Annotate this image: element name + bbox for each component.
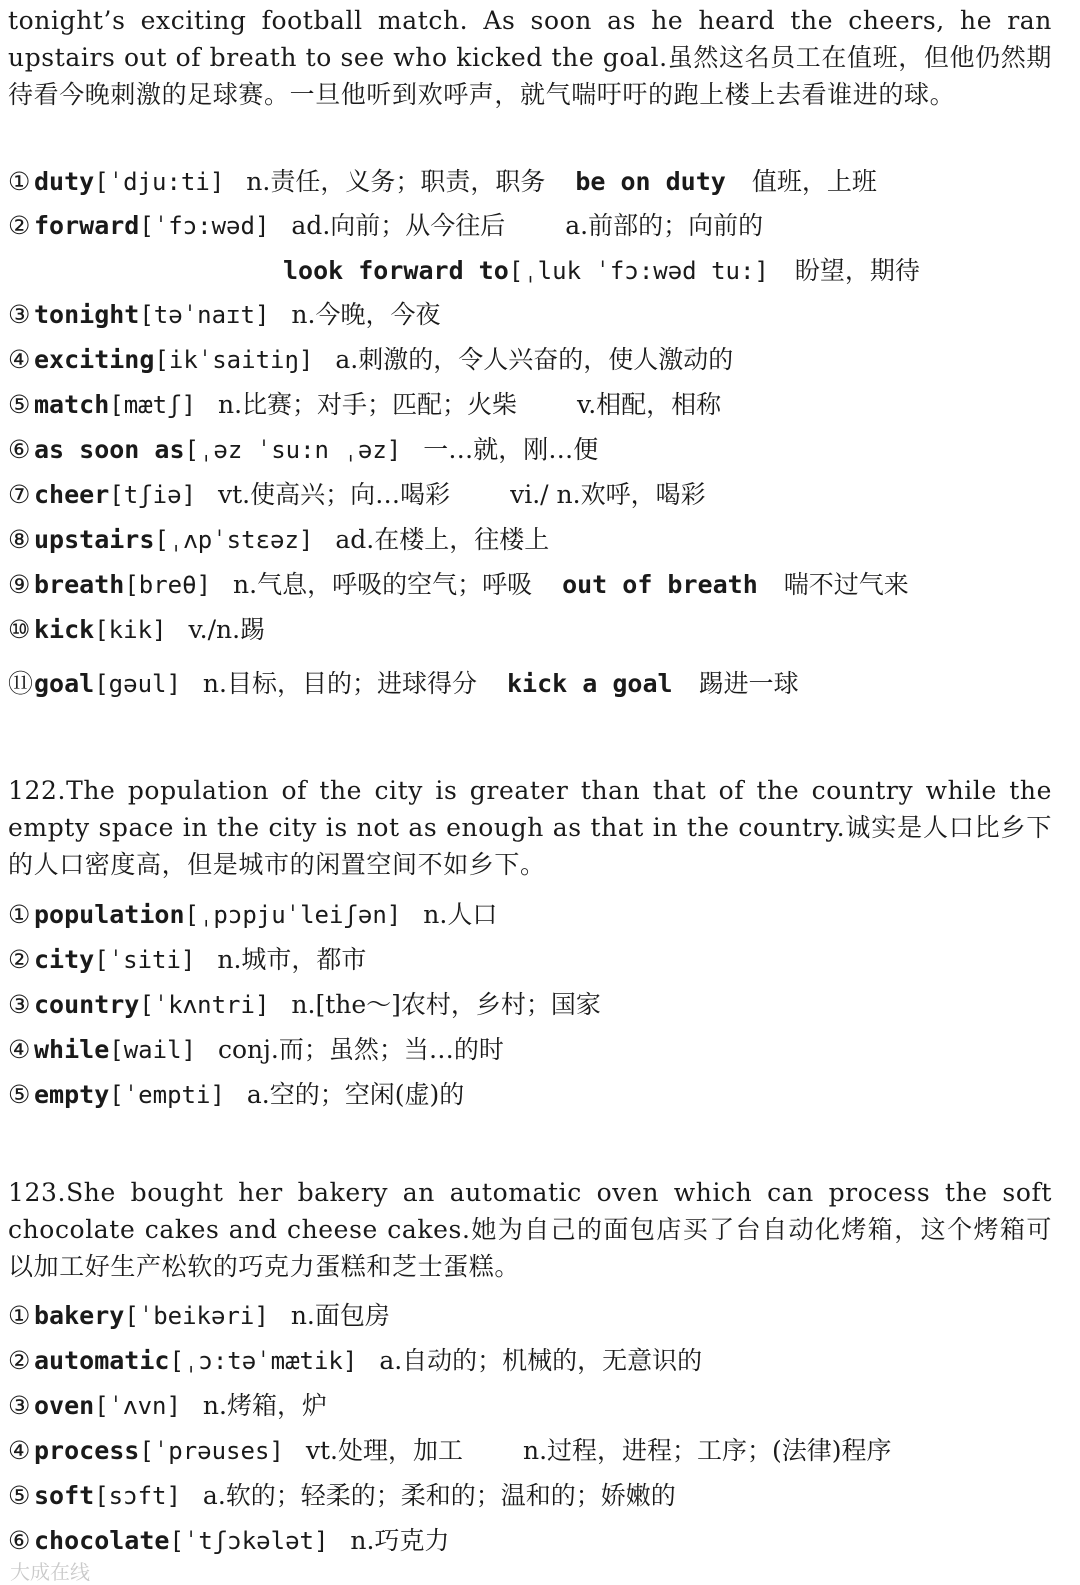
entry-definition: ad.向前；从今往后	[291, 211, 506, 240]
entry-number: ②	[8, 211, 31, 240]
entry-phrase-definition: 盼望，期待	[794, 256, 920, 285]
entry-word: country	[34, 990, 140, 1019]
entry-phonetic: [ˌpɔpjuˈleiʃən]	[184, 901, 402, 929]
vocab-phrase-look-forward-to	[283, 251, 920, 291]
vocab-entry-duty	[8, 162, 877, 202]
entry-word: breath	[34, 570, 125, 599]
entry-phonetic: [tʃiə]	[109, 481, 196, 509]
entry-phrase-definition: 喘不过气来	[783, 570, 909, 599]
entry-definition: v./n.踢	[188, 615, 266, 644]
entry-number: ⑩	[8, 615, 31, 644]
entry-phonetic: [gəul]	[94, 670, 181, 698]
entry-word: match	[34, 390, 110, 419]
entry-number: ⑤	[8, 1481, 31, 1510]
entry-number: ①	[8, 1301, 31, 1330]
entry-word: city	[34, 945, 95, 974]
entry-definition: n.烤箱，炉	[202, 1391, 327, 1420]
entry-phonetic: [ˈtʃɔkələt]	[169, 1527, 329, 1555]
entry-phonetic: [ˈbeikəri]	[124, 1302, 269, 1330]
entry-phonetic: [sɔft]	[94, 1482, 181, 1510]
entry-word: upstairs	[34, 525, 155, 554]
entry-word: forward	[34, 211, 140, 240]
entry-definition: a.自动的；机械的，无意识的	[379, 1346, 703, 1375]
example-sentence-paragraph: tonight’s exciting football match. As soon as he heard the cheers, he ran upstairs out of breath to see who kicked the goal.虽然这名员工在值班，但他仍然期待看今晚刺激的足球赛。一旦他听到欢呼声，就气喘吁吁的跑上楼上去看谁进的球。	[8, 6, 1052, 109]
entry-phrase-definition: 值班，上班	[751, 167, 877, 196]
entry-definition: n.巧克力	[350, 1526, 450, 1555]
entry-number: ⑥	[8, 1526, 31, 1555]
entry-number: ⑤	[8, 1080, 31, 1109]
entry-definition: vt.使高兴；向…喝彩	[217, 480, 451, 509]
entry-definition: vt.处理，加工	[305, 1436, 463, 1465]
entry-number: ①	[8, 900, 31, 929]
example-sentence-paragraph: 122.The population of the city is greater than that of the country while the empty space in the city is not as enough as that in the country.诚实是人口比乡下的人口密度高，但是城市的闲置空间不如乡下。	[8, 776, 1052, 879]
entry-phrase: be on duty	[575, 167, 726, 196]
entry-phonetic: [ˌʌpˈstɛəz]	[154, 526, 314, 554]
entry-definition-secondary: v.相配，相称	[577, 390, 722, 419]
entry-word: chocolate	[34, 1526, 170, 1555]
vocab-entry-bakery	[8, 1296, 390, 1336]
entry-number: ②	[8, 945, 31, 974]
entry-definition: ad.在楼上，往楼上	[335, 525, 550, 554]
entry-phonetic: [wail]	[109, 1036, 196, 1064]
vocab-entry-population	[8, 895, 497, 935]
entry-definition: n.[the～]农村，乡村；国家	[291, 990, 601, 1019]
entry-definition-secondary: n.过程，进程；工序；(法律)程序	[522, 1436, 892, 1465]
entry-number: ④	[8, 345, 31, 374]
entry-number: ⑦	[8, 480, 31, 509]
vocab-entry-chocolate	[8, 1521, 449, 1561]
vocab-entry-automatic	[8, 1341, 702, 1381]
entry-number: ⑨	[8, 570, 31, 599]
entry-phonetic: [ˌɔ:təˈmætik]	[169, 1347, 358, 1375]
entry-definition: n.城市，都市	[217, 945, 367, 974]
entry-phrase: kick a goal	[506, 669, 673, 698]
entry-definition: n.气息，呼吸的空气；呼吸	[233, 570, 533, 599]
vocab-entry-while	[8, 1030, 504, 1070]
entry-phrase-definition: 踢进一球	[698, 669, 799, 698]
entry-number: ③	[8, 300, 31, 329]
vocab-entry-breath	[8, 565, 909, 605]
entry-word: population	[34, 900, 185, 929]
entry-number: ⑤	[8, 390, 31, 419]
entry-number: ④	[8, 1035, 31, 1064]
vocab-entry-goal	[8, 664, 799, 704]
vocab-entry-process	[8, 1431, 892, 1471]
entry-definition: a.软的；轻柔的；柔和的；温和的；娇嫩的	[202, 1481, 676, 1510]
entry-number: ③	[8, 990, 31, 1019]
entry-definition-secondary: vi./ n.欢呼，喝彩	[510, 480, 706, 509]
entry-number: ③	[8, 1391, 31, 1420]
entry-phrase: out of breath	[562, 570, 758, 599]
entry-phonetic: [kik]	[94, 616, 167, 644]
entry-definition: 一…就，刚…便	[423, 435, 599, 464]
vocab-entry-forward	[8, 206, 763, 246]
entry-phonetic: [ˈempti]	[109, 1081, 225, 1109]
entry-word: cheer	[34, 480, 110, 509]
entry-phrase: look forward to	[283, 256, 509, 285]
entry-number: ⑧	[8, 525, 31, 554]
vocab-entry-kick	[8, 610, 265, 650]
entry-word: process	[34, 1436, 140, 1465]
entry-definition-secondary: a.前部的；向前的	[565, 211, 764, 240]
vocab-entry-as-soon-as	[8, 430, 598, 470]
entry-word: soft	[34, 1481, 95, 1510]
entry-phonetic: [mætʃ]	[109, 391, 196, 419]
entry-phonetic: [ˈdju:ti]	[94, 168, 225, 196]
example-sentence-paragraph: 123.She bought her bakery an automatic oven which can process the soft chocolate cakes and cheese cakes.她为自己的面包店买了台自动化烤箱，这个烤箱可以加工好生产松软的巧克力蛋糕和芝士蛋糕。	[8, 1178, 1052, 1281]
entry-number: ①	[8, 167, 31, 196]
entry-word: empty	[34, 1080, 110, 1109]
entry-definition: a.空的；空闲(虚)的	[246, 1080, 465, 1109]
entry-phonetic: [ˈfɔ:wəd]	[139, 212, 270, 240]
entry-definition: conj.而；虽然；当…的时	[217, 1035, 504, 1064]
entry-number: ⑥	[8, 435, 31, 464]
entry-phonetic: [ˌəz ˈsu:n ˌəz]	[184, 436, 402, 464]
entry-number: ⑪	[8, 669, 34, 698]
watermark: 大成在线	[10, 1560, 90, 1584]
entry-phonetic: [təˈnaɪt]	[139, 301, 270, 329]
vocab-entry-cheer	[8, 475, 706, 515]
entry-phonetic: [ˈkʌntri]	[139, 991, 270, 1019]
entry-word: oven	[34, 1391, 95, 1420]
entry-phonetic: [ˈsiti]	[94, 946, 196, 974]
entry-phonetic: [ˌluk ˈfɔ:wəd tu:]	[508, 257, 769, 285]
entry-word: automatic	[34, 1346, 170, 1375]
entry-definition: a.刺激的，令人兴奋的，使人激动的	[335, 345, 734, 374]
entry-definition: n.比赛；对手；匹配；火柴	[217, 390, 518, 419]
entry-word: as soon as	[34, 435, 185, 464]
entry-phonetic: [ikˈsaitiŋ]	[154, 346, 314, 374]
vocab-entry-oven	[8, 1386, 327, 1426]
vocab-entry-country	[8, 985, 601, 1025]
entry-number: ②	[8, 1346, 31, 1375]
entry-definition: n.人口	[423, 900, 498, 929]
entry-definition: n.责任，义务；职责，职务	[246, 167, 546, 196]
entry-word: bakery	[34, 1301, 125, 1330]
entry-definition: n.目标，目的；进球得分	[202, 669, 477, 698]
vocab-entry-empty	[8, 1075, 464, 1115]
entry-definition: n.面包房	[290, 1301, 390, 1330]
entry-word: duty	[34, 167, 95, 196]
vocab-entry-match	[8, 385, 721, 425]
entry-word: exciting	[34, 345, 155, 374]
entry-phonetic: [ˈʌvn]	[94, 1392, 181, 1420]
entry-phonetic: [ˈprəuses]	[139, 1437, 284, 1465]
entry-phonetic: [breθ]	[124, 571, 212, 599]
entry-word: while	[34, 1035, 110, 1064]
vocab-entry-city	[8, 940, 366, 980]
vocab-entry-tonight	[8, 295, 440, 335]
vocab-entry-soft	[8, 1476, 676, 1516]
entry-definition: n.今晚，今夜	[291, 300, 441, 329]
vocab-entry-upstairs	[8, 520, 549, 560]
entry-word: kick	[34, 615, 95, 644]
entry-word: tonight	[34, 300, 140, 329]
vocab-entry-exciting	[8, 340, 733, 380]
entry-number: ④	[8, 1436, 31, 1465]
entry-word: goal	[34, 669, 95, 698]
